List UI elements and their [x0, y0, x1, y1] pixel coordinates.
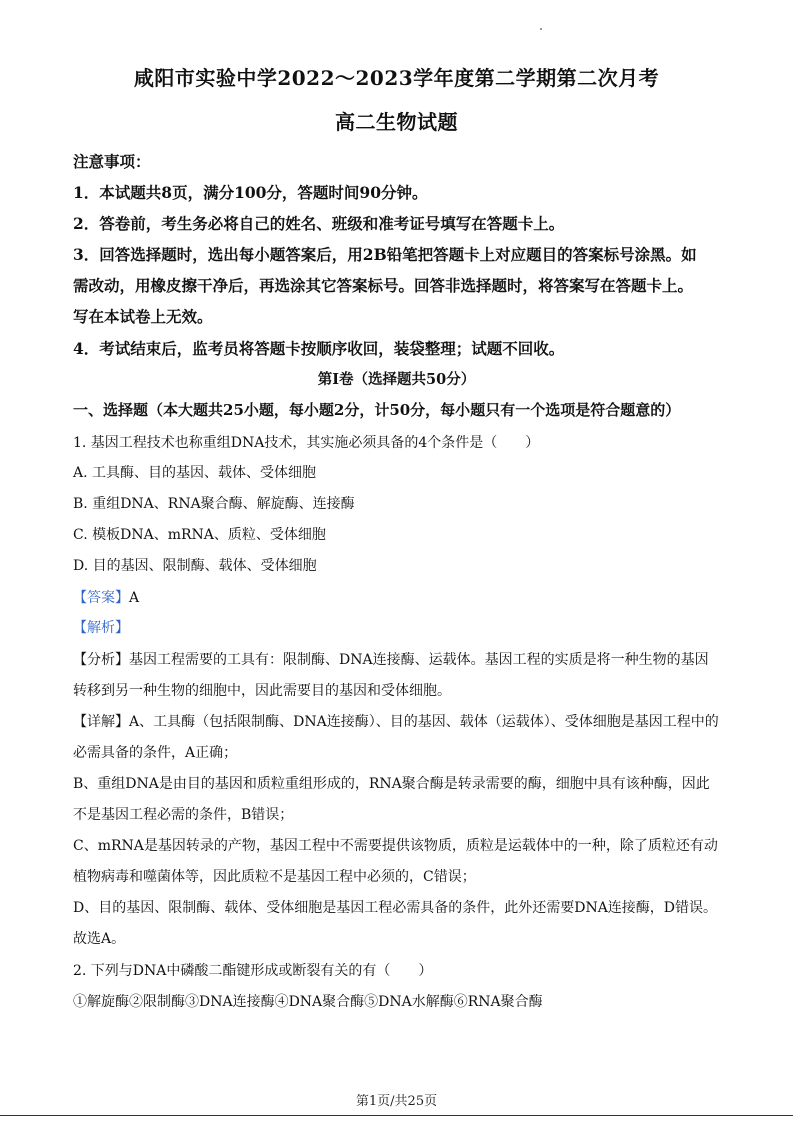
notice-item-3-line-2: 需改动，用橡皮擦干净后，再选涂其它答案标号。回答非选择题时，将答案写在答题卡上。	[73, 276, 694, 295]
answer-value: A	[129, 590, 140, 606]
page-number: 第1页/共25页	[355, 1094, 438, 1109]
q1-c-line-2: 植物病毒和噬菌体等，因此质粒不是基因工程中必须的，C错误；	[73, 869, 476, 885]
volume-title: 第I卷（选择题共50分）	[317, 371, 476, 388]
notice-heading: 注意事项：	[73, 152, 151, 171]
q1-fenxi-line-1: 【分析】基因工程需要的工具有：限制酶、DNA连接酶、运载体。基因工程的实质是将一种生物的基因	[73, 652, 709, 668]
q1-b-line-1: B、重组DNA是由目的基因和质粒重组形成的，RNA聚合酶是转录需要的酶，细胞中具有该种酶，因此	[73, 776, 710, 792]
q1-conclusion: 故选A。	[73, 931, 126, 947]
q1-option-b: B. 重组DNA、RNA聚合酶、解旋酶、连接酶	[73, 496, 355, 512]
q2-stem: 2. 下列与DNA中磷酸二酯键形成或断裂有关的有（ ）	[73, 963, 433, 979]
notice-item-4: 4．考试结束后，监考员将答题卡按顺序收回，装袋整理；试题不回收。	[73, 339, 565, 358]
q1-xiangjie-line-1: 【详解】A、工具酶（包括限制酶、DNA连接酶）、目的基因、载体（运载体）、受体细胞是基因工程中的	[73, 714, 719, 730]
q1-option-d: D. 目的基因、限制酶、载体、受体细胞	[73, 558, 317, 574]
exam-title: 咸阳市实验中学2022～2023学年度第二学期第二次月考	[133, 66, 660, 90]
q1-fenxi-line-2: 转移到另一种生物的细胞中，因此需要目的基因和受体细胞。	[73, 683, 451, 699]
answer-tag: 【答案】	[73, 590, 129, 606]
q1-c-line-1: C、mRNA是基因转录的产物，基因工程中不需要提供该物质，质粒是运载体中的一种，除了质粒还有动	[73, 838, 718, 854]
q1-b-line-2: 不是基因工程必需的条件，B错误；	[73, 807, 294, 823]
q2-items: ①解旋酶②限制酶③DNA连接酶④DNA聚合酶⑤DNA水解酶⑥RNA聚合酶	[73, 994, 543, 1010]
notice-item-3-line-3: 写在本试卷上无效。	[73, 307, 213, 326]
analysis-tag: 【解析】	[73, 620, 129, 636]
q1-stem: 1. 基因工程技术也称重组DNA技术，其实施必须具备的4个条件是（ ）	[73, 435, 540, 451]
exam-subtitle: 高二生物试题	[335, 110, 458, 134]
q1-d-line-1: D、目的基因、限制酶、载体、受体细胞是基因工程必需具备的条件，此外还需要DNA连接酶，D错误。	[73, 900, 718, 916]
part-title: 一、选择题（本大题共25小题，每小题2分，计50分，每小题只有一个选项是符合题意的）	[73, 401, 681, 419]
q1-answer	[73, 587, 733, 607]
footer-divider	[0, 1115, 793, 1116]
q1-option-c: C. 模板DNA、mRNA、质粒、受体细胞	[73, 527, 326, 543]
notice-item-1: 1．本试题共8页，满分100分，答题时间90分钟。	[73, 183, 428, 202]
q1-option-a: A. 工具酶、目的基因、载体、受体细胞	[73, 465, 317, 481]
q1-xiangjie-line-2: 必需具备的条件，A正确；	[73, 745, 238, 761]
notice-item-3-line-1: 3．回答选择题时，选出每小题答案后，用2B铅笔把答题卡上对应题目的答案标号涂黑。如	[73, 245, 697, 264]
notice-item-2: 2．答卷前，考生务必将自己的姓名、班级和准考证号填写在答题卡上。	[73, 214, 565, 233]
scan-dot	[540, 28, 542, 30]
